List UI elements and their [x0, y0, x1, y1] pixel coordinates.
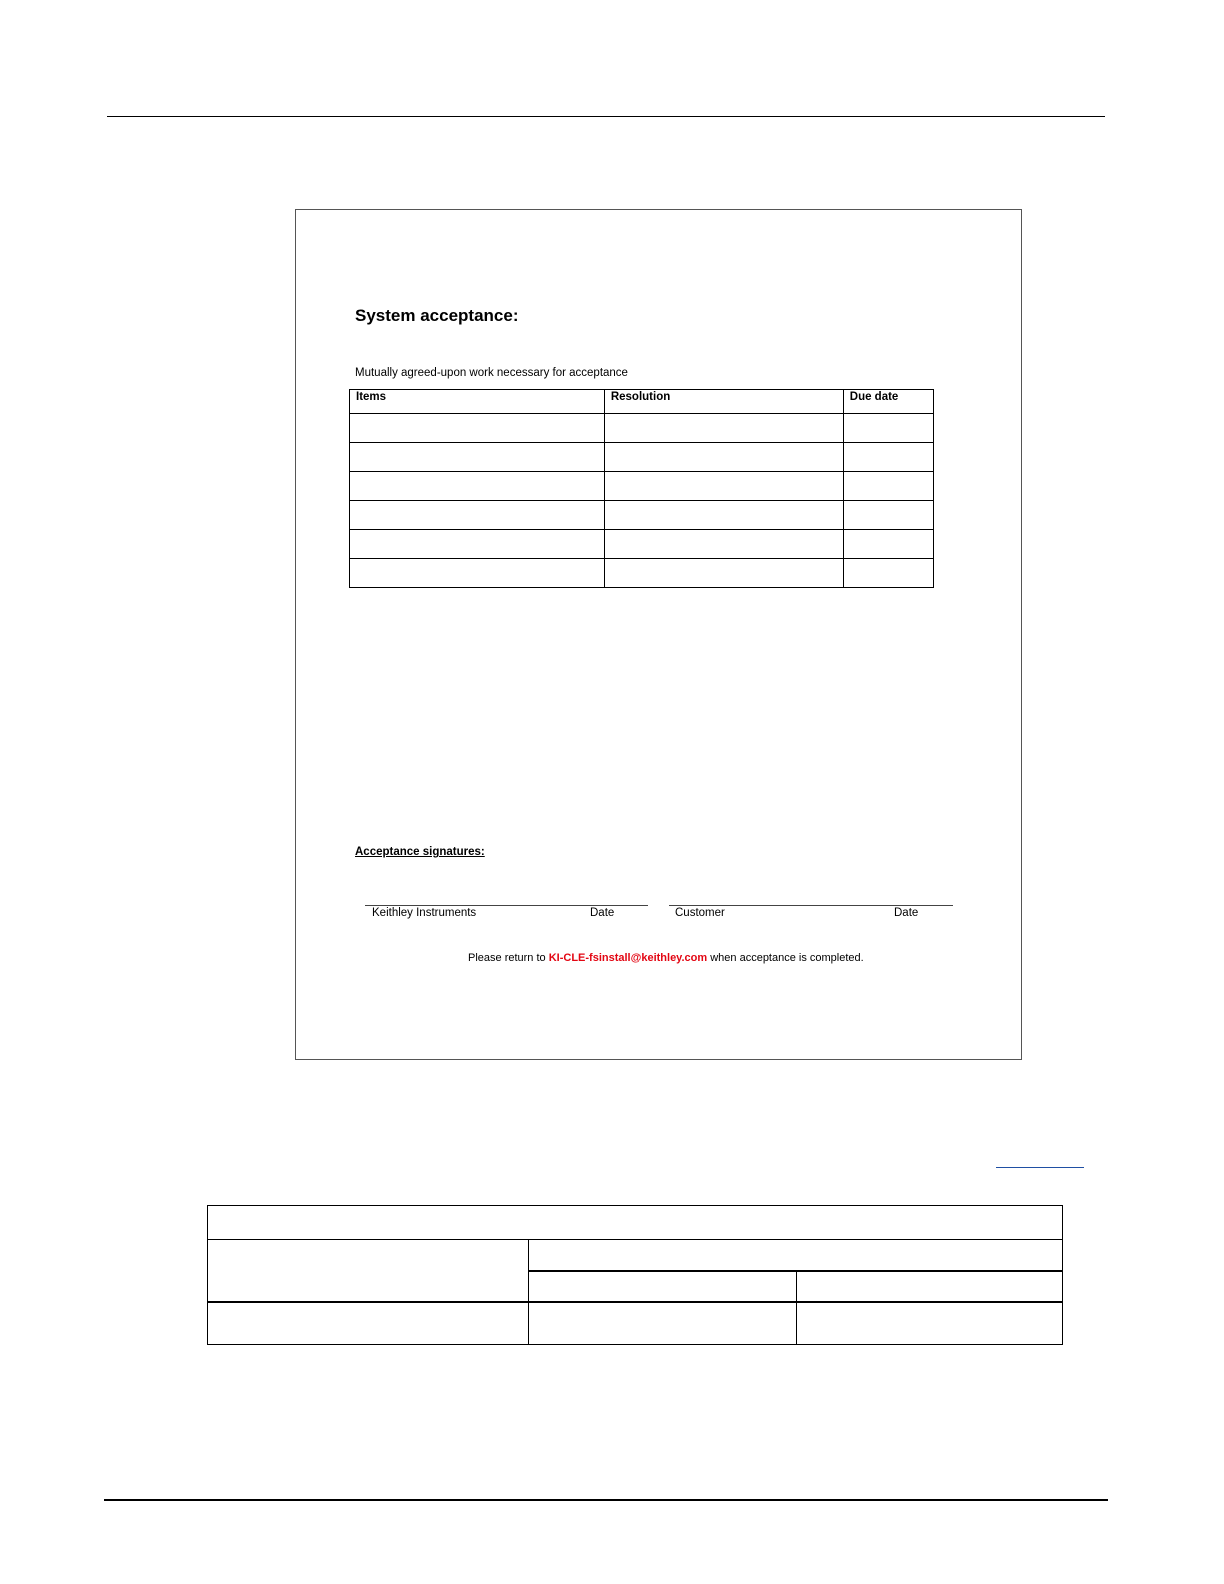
signatures-heading: Acceptance signatures: — [355, 846, 485, 858]
resolution-cell — [604, 530, 843, 559]
table-caption: Mutually agreed-upon work necessary for acceptance — [355, 367, 628, 379]
items-cell — [350, 559, 605, 588]
resolution-cell — [604, 414, 843, 443]
customer-signature-line — [669, 905, 953, 906]
resolution-cell — [604, 443, 843, 472]
due-date-cell — [843, 559, 933, 588]
revision-table — [207, 1205, 1063, 1345]
table-header-row — [350, 390, 934, 414]
due-date-cell — [843, 414, 933, 443]
note-prefix: Please return to — [468, 952, 549, 964]
return-email-link[interactable]: KI-CLE-fsinstall@keithley.com — [548, 952, 708, 964]
customer-signature-label: Customer — [675, 907, 725, 919]
table-title-cell — [208, 1206, 1063, 1240]
due-date-cell — [843, 472, 933, 501]
table-row — [208, 1240, 1063, 1271]
form-title: System acceptance: — [355, 306, 519, 325]
table-row — [350, 501, 934, 530]
note-suffix: when acceptance is completed. — [707, 952, 864, 964]
due-date-cell — [843, 530, 933, 559]
due-date-cell — [843, 501, 933, 530]
acceptance-form-figure — [295, 209, 1022, 1060]
table-cell — [529, 1240, 1063, 1271]
table-row — [208, 1206, 1063, 1240]
keithley-signature-label: Keithley Instruments — [372, 907, 477, 919]
return-instructions — [468, 952, 864, 964]
due-date-cell — [843, 443, 933, 472]
items-cell — [350, 501, 605, 530]
resolution-cell — [604, 559, 843, 588]
table-cell — [529, 1302, 797, 1344]
keithley-date-label: Date — [590, 907, 615, 919]
table-cell — [529, 1271, 797, 1302]
table-row — [350, 472, 934, 501]
items-cell — [350, 443, 605, 472]
items-cell — [350, 472, 605, 501]
resolution-cell — [604, 472, 843, 501]
table-cell — [208, 1302, 529, 1344]
acceptance-work-table — [349, 389, 934, 588]
table-row — [350, 414, 934, 443]
column-header-items: Items — [350, 390, 605, 414]
hyperlink-underline[interactable] — [996, 1167, 1084, 1168]
table-row — [350, 559, 934, 588]
resolution-cell — [604, 501, 843, 530]
column-header-resolution: Resolution — [604, 390, 843, 414]
table-cell — [797, 1271, 1063, 1302]
column-header-due-date: Due date — [843, 390, 933, 414]
customer-date-label: Date — [894, 907, 919, 919]
items-cell — [350, 414, 605, 443]
table-row — [208, 1302, 1063, 1344]
table-row — [350, 530, 934, 559]
footer-rule — [104, 1499, 1108, 1501]
keithley-signature-line — [365, 905, 648, 906]
items-cell — [350, 530, 605, 559]
table-row — [350, 443, 934, 472]
table-cell — [208, 1240, 529, 1302]
table-cell — [797, 1302, 1063, 1344]
header-rule — [107, 116, 1105, 117]
